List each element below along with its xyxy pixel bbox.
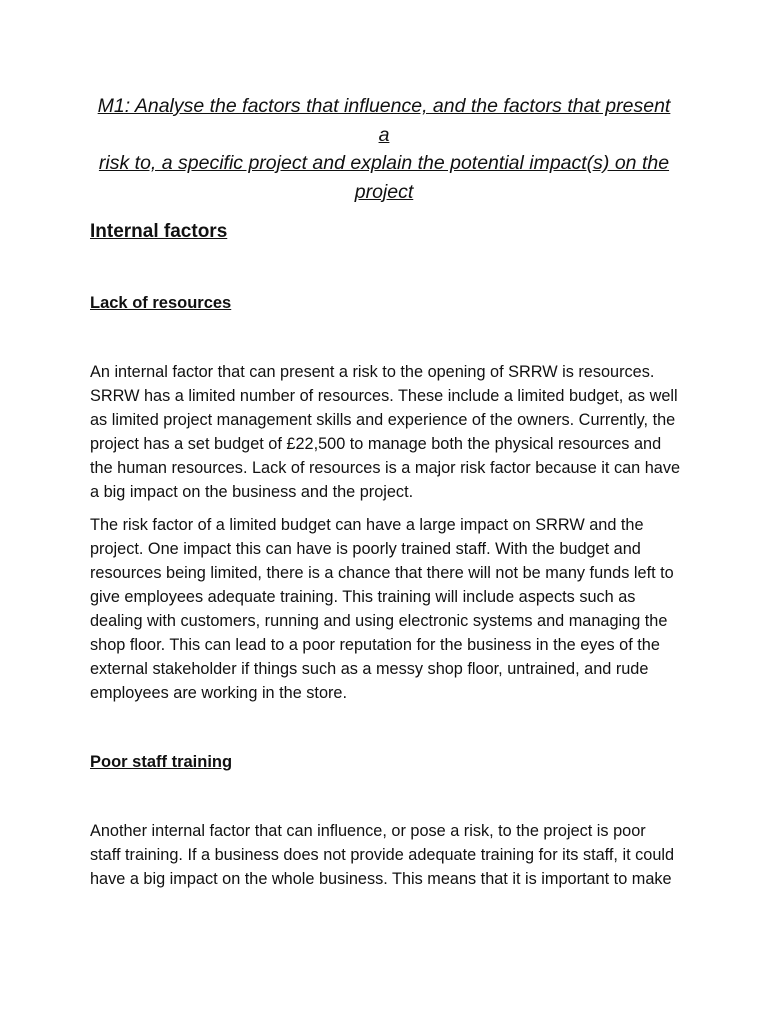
paragraph-budget-impact — [90, 513, 690, 705]
text-line: The risk factor of a limited budget can have a large impact on SRRW and the — [90, 516, 644, 534]
title-line: M1: Analyse the factors that influence, and the factors that present a — [97, 95, 671, 146]
text-line: resources being limited, there is a chance that there will not be many funds left to — [90, 564, 674, 582]
text-line: project has a set budget of £22,500 to manage both the physical resources and — [90, 435, 662, 453]
text-line: staff training. If a business does not provide adequate training for its staff, it could — [90, 846, 675, 864]
text-line: An internal factor that can present a risk to the opening of SRRW is resources. — [90, 363, 655, 381]
document-title — [90, 92, 678, 206]
paragraph-resources-intro — [90, 360, 690, 504]
text-line: give employees adequate training. This training will include aspects such as — [90, 588, 636, 606]
text-line: project. One impact this can have is poorly trained staff. With the budget and — [90, 540, 641, 558]
text-line: have a big impact on the whole business. This means that it is important to make — [90, 870, 672, 888]
text-line: employees are working in the store. — [90, 684, 348, 702]
subsection-heading-poor-staff-training: Poor staff training — [90, 753, 233, 771]
text-line: external stakeholder if things such as a messy shop floor, untrained, and rude — [90, 660, 649, 678]
text-line: Another internal factor that can influence, or pose a risk, to the project is poor — [90, 822, 646, 840]
text-line: the human resources. Lack of resources is a major risk factor because it can have — [90, 459, 681, 477]
section-heading-internal-factors: Internal factors — [90, 221, 228, 242]
title-line: risk to, a specific project and explain the potential impact(s) on the — [98, 152, 670, 174]
text-line: as limited project management skills and experience of the owners. Currently, the — [90, 411, 676, 429]
subsection-heading-lack-of-resources: Lack of resources — [90, 294, 232, 312]
paragraph-staff-training — [90, 819, 690, 891]
text-line: dealing with customers, running and using electronic systems and managing the — [90, 612, 668, 630]
text-line: shop floor. This can lead to a poor reputation for the business in the eyes of the — [90, 636, 660, 654]
text-line: a big impact on the business and the project. — [90, 483, 414, 501]
title-line: project — [354, 180, 414, 203]
text-line: SRRW has a limited number of resources. These include a limited budget, as well — [90, 387, 678, 405]
